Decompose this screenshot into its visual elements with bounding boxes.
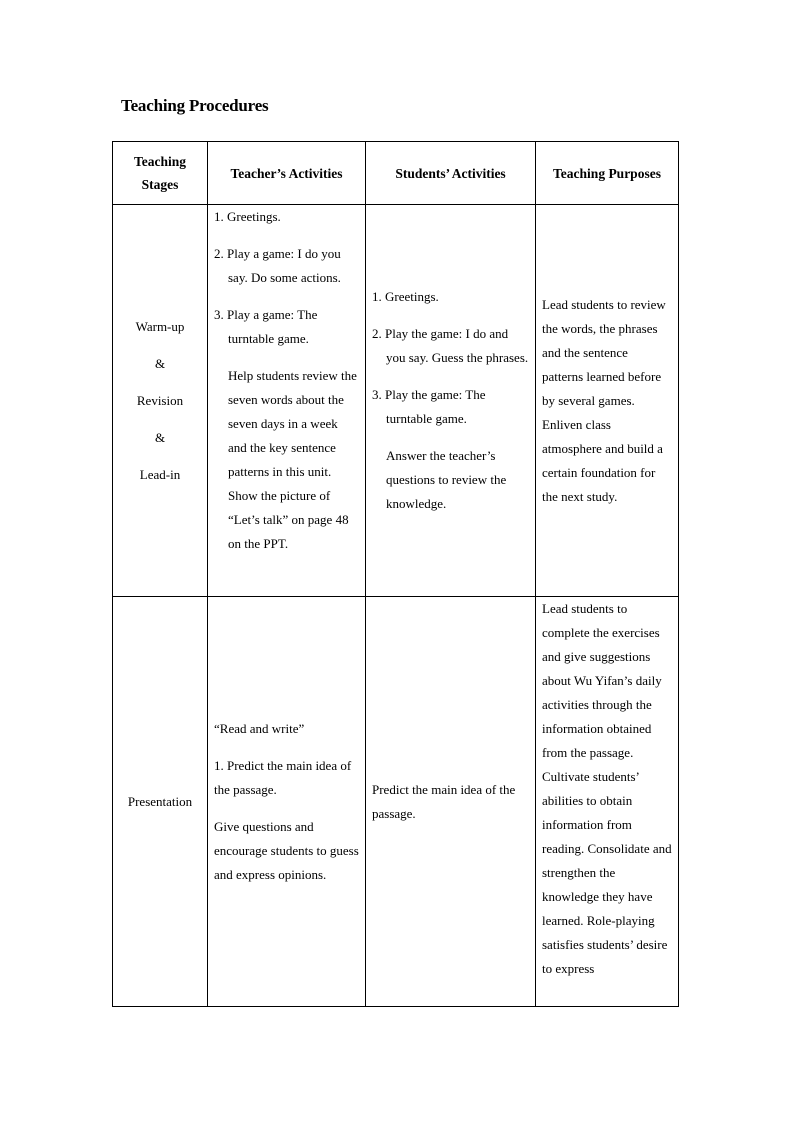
list-item: 1. Greetings. — [214, 209, 281, 224]
teaching-procedures-table — [112, 141, 679, 1007]
list-item: 3. Play the game: The turntable game. — [372, 387, 486, 426]
purpose-text: Lead students to review the words, the phrases and the sentence patterns learned before by several games. Enliven class atmosphere and build a certain foundation for the next study. — [542, 296, 666, 504]
header-teacher-activities: Teacher’s Activities — [208, 142, 366, 205]
stage-cell-warmup — [113, 205, 208, 597]
header-teaching-purposes: Teaching Purposes — [536, 142, 679, 205]
table-row — [113, 205, 679, 597]
header-students-activities: Students’ Activities — [366, 142, 536, 205]
stage-cell-presentation — [113, 597, 208, 1007]
teaching-purpose-cell — [536, 205, 679, 597]
list-item: 2. Play the game: I do and you say. Guess the phrases. — [372, 326, 529, 365]
teacher-activities-cell — [208, 205, 366, 597]
table-header-row — [113, 142, 679, 205]
stage-line: & — [154, 355, 166, 371]
table-row — [113, 597, 679, 1007]
activity-text: Predict the main idea of the passage. — [372, 781, 516, 821]
page-title: Teaching Procedures — [121, 96, 269, 115]
students-activities-cell — [366, 597, 536, 1007]
stage-line: Presentation — [127, 793, 193, 809]
activity-note: Help students review the seven words about the seven days in a week and the key sentence patterns in this unit. Show the picture of “Let’s talk” on page 48 on the PPT. — [228, 368, 357, 551]
list-item: 3. Play a game: The turntable game. — [214, 307, 318, 346]
stage-line: Revision — [136, 392, 184, 408]
stage-line: & — [154, 429, 166, 445]
activity-note: Give questions and encourage students to guess and express opinions. — [214, 818, 359, 882]
teacher-activities-cell — [208, 597, 366, 1007]
activity-title: “Read and write” — [214, 720, 305, 736]
students-activities-cell — [366, 205, 536, 597]
header-teaching-stages: Teaching Stages — [113, 142, 208, 205]
stage-line: Lead-in — [139, 466, 181, 482]
list-item: 2. Play a game: I do you say. Do some actions. — [214, 246, 341, 285]
activity-note: Answer the teacher’s questions to review the knowledge. — [386, 448, 507, 511]
purpose-text: Lead students to complete the exercises and give suggestions about Wu Yifan’s daily activities through the information obtained from the passage. Cultivate students’ abilities to obtain information from reading. Consolidate and strengthen the knowledge they have learned. Role-playing satisfies students’ desire to express — [542, 601, 672, 976]
list-item: 1. Greetings. — [372, 289, 439, 304]
stage-line: Warm-up — [135, 318, 185, 334]
teaching-purpose-cell — [536, 597, 679, 1007]
list-item: 1. Predict the main idea of the passage. — [214, 757, 352, 797]
